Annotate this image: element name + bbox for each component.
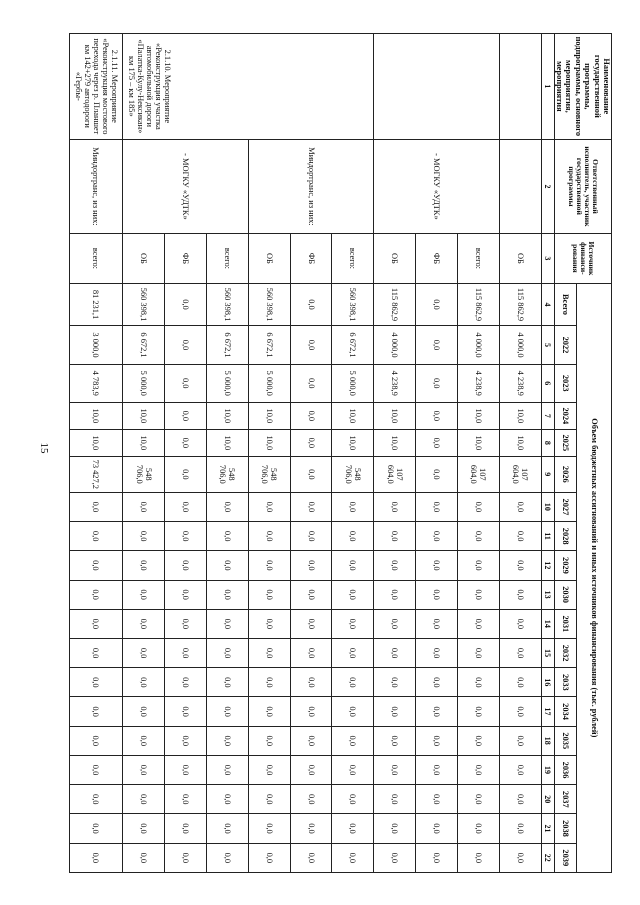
header-year: 2034	[554, 697, 577, 726]
year-value-cell: 548 706,0	[206, 456, 248, 492]
funding-source-cell: всего:	[206, 234, 248, 283]
year-value-cell: 10,0	[374, 429, 416, 456]
total-cell: 560 398,1	[332, 283, 374, 326]
year-value-cell: 0,0	[290, 522, 332, 551]
header-year: 2023	[554, 364, 577, 402]
year-value-cell: 0,0	[165, 814, 207, 843]
year-value-cell: 0,0	[290, 580, 332, 609]
header-year: 2024	[554, 402, 577, 429]
year-value-cell: 5 000,0	[206, 364, 248, 402]
year-value-cell: 0,0	[499, 492, 541, 521]
year-value-cell: 10,0	[374, 402, 416, 429]
year-value-cell: 10,0	[206, 429, 248, 456]
year-value-cell: 0,0	[332, 755, 374, 784]
year-value-cell: 0,0	[374, 785, 416, 814]
header-source: Источник финанси-рования	[554, 234, 611, 283]
column-index: 16	[541, 668, 554, 697]
year-value-cell: 4 238,9	[499, 364, 541, 402]
year-value-cell: 0,0	[499, 522, 541, 551]
total-cell: 0,0	[416, 283, 458, 326]
column-index: 2	[541, 139, 554, 233]
year-value-cell: 0,0	[290, 755, 332, 784]
year-value-cell: 10,0	[123, 429, 165, 456]
year-value-cell: 0,0	[165, 785, 207, 814]
year-value-cell: 0,0	[499, 668, 541, 697]
year-value-cell: 10,0	[123, 402, 165, 429]
year-value-cell: 10,0	[458, 429, 500, 456]
column-index: 15	[541, 638, 554, 667]
year-value-cell: 0,0	[69, 492, 123, 521]
column-index: 11	[541, 522, 554, 551]
year-value-cell: 6 672,1	[332, 326, 374, 364]
year-value-cell: 0,0	[458, 814, 500, 843]
year-value-cell: 0,0	[374, 814, 416, 843]
year-value-cell: 10,0	[499, 402, 541, 429]
year-value-cell: 0,0	[416, 697, 458, 726]
total-cell: 560 398,1	[123, 283, 165, 326]
header-year: 2028	[554, 522, 577, 551]
year-value-cell: 0,0	[416, 551, 458, 580]
year-value-cell: 6 672,1	[206, 326, 248, 364]
year-value-cell: 0,0	[458, 843, 500, 872]
year-value-cell: 0,0	[332, 638, 374, 667]
header-year: 2035	[554, 726, 577, 755]
year-value-cell: 0,0	[69, 668, 123, 697]
header-year: 2029	[554, 551, 577, 580]
year-value-cell: 0,0	[248, 726, 290, 755]
year-value-cell: 0,0	[290, 609, 332, 638]
year-value-cell: 0,0	[332, 551, 374, 580]
year-value-cell: 0,0	[165, 456, 207, 492]
total-cell: 81 231,1	[69, 283, 123, 326]
column-index: 18	[541, 726, 554, 755]
total-cell: 115 862,9	[374, 283, 416, 326]
year-value-cell: 0,0	[165, 429, 207, 456]
column-index: 14	[541, 609, 554, 638]
header-funding-group: Объем бюджетных ассигнований и иных источников финансирования (тыс. рублей)	[577, 283, 612, 872]
column-index: 6	[541, 364, 554, 402]
year-value-cell: 0,0	[458, 755, 500, 784]
year-value-cell: 0,0	[416, 492, 458, 521]
year-value-cell: 0,0	[332, 814, 374, 843]
year-value-cell: 0,0	[290, 668, 332, 697]
year-value-cell: 3 000,0	[69, 326, 123, 364]
year-value-cell: 0,0	[374, 668, 416, 697]
funding-table	[69, 33, 612, 873]
year-value-cell: 0,0	[69, 785, 123, 814]
year-value-cell: 4 000,0	[499, 326, 541, 364]
table-row	[69, 34, 123, 873]
total-cell: 115 862,9	[458, 283, 500, 326]
year-value-cell: 0,0	[374, 755, 416, 784]
executor-cell	[499, 139, 541, 233]
year-value-cell: 0,0	[248, 697, 290, 726]
column-index: 19	[541, 755, 554, 784]
year-value-cell: 0,0	[374, 609, 416, 638]
year-value-cell: 0,0	[374, 551, 416, 580]
year-value-cell: 0,0	[458, 726, 500, 755]
year-value-cell: 0,0	[416, 456, 458, 492]
year-value-cell: 0,0	[165, 843, 207, 872]
year-value-cell: 0,0	[416, 429, 458, 456]
column-index: 13	[541, 580, 554, 609]
year-value-cell: 0,0	[123, 697, 165, 726]
year-value-cell: 0,0	[374, 638, 416, 667]
year-value-cell: 0,0	[416, 364, 458, 402]
year-value-cell: 0,0	[416, 785, 458, 814]
year-value-cell: 0,0	[290, 402, 332, 429]
year-value-cell: 0,0	[416, 668, 458, 697]
column-index: 1	[541, 34, 554, 140]
header-year: 2027	[554, 492, 577, 521]
year-value-cell: 0,0	[69, 638, 123, 667]
year-value-cell: 0,0	[458, 697, 500, 726]
year-value-cell: 0,0	[206, 551, 248, 580]
name-cell	[374, 34, 500, 140]
column-index: 20	[541, 785, 554, 814]
funding-source-cell: ОБ	[374, 234, 416, 283]
year-value-cell: 0,0	[248, 755, 290, 784]
year-value-cell: 4 238,9	[374, 364, 416, 402]
year-value-cell: 0,0	[206, 843, 248, 872]
year-value-cell: 0,0	[416, 843, 458, 872]
column-index: 7	[541, 402, 554, 429]
year-value-cell: 0,0	[290, 364, 332, 402]
year-value-cell: 548 706,0	[332, 456, 374, 492]
column-index: 12	[541, 551, 554, 580]
year-value-cell: 4 783,9	[69, 364, 123, 402]
year-value-cell: 0,0	[374, 522, 416, 551]
year-value-cell: 5 000,0	[332, 364, 374, 402]
year-value-cell: 0,0	[248, 668, 290, 697]
year-value-cell: 0,0	[165, 697, 207, 726]
year-value-cell: 0,0	[416, 755, 458, 784]
page-number: 15	[38, 442, 50, 454]
header-year: 2032	[554, 638, 577, 667]
year-value-cell: 0,0	[165, 580, 207, 609]
year-value-cell: 0,0	[290, 492, 332, 521]
header-year: 2036	[554, 755, 577, 784]
year-value-cell: 0,0	[458, 492, 500, 521]
column-index: 8	[541, 429, 554, 456]
year-value-cell: 0,0	[69, 726, 123, 755]
year-value-cell: 0,0	[290, 785, 332, 814]
header-year: 2025	[554, 429, 577, 456]
header-year: 2038	[554, 814, 577, 843]
year-value-cell: 0,0	[206, 785, 248, 814]
year-value-cell: 0,0	[416, 522, 458, 551]
year-value-cell: 0,0	[206, 609, 248, 638]
year-value-cell: 0,0	[374, 697, 416, 726]
year-value-cell: 0,0	[69, 697, 123, 726]
year-value-cell: 107 604,0	[374, 456, 416, 492]
total-cell: 115 862,9	[499, 283, 541, 326]
year-value-cell: 0,0	[206, 492, 248, 521]
header-year: 2022	[554, 326, 577, 364]
year-value-cell: 0,0	[248, 551, 290, 580]
year-value-cell: 0,0	[416, 580, 458, 609]
table-row	[332, 34, 374, 873]
activity-name-cell: 2.1.11. Мероприятие «Реконструкция мостового перехода через р. Планшет км 142+279 автодороги «Гербы-	[69, 34, 123, 140]
year-value-cell: 0,0	[123, 522, 165, 551]
year-value-cell: 0,0	[69, 755, 123, 784]
year-value-cell: 107 604,0	[458, 456, 500, 492]
year-value-cell: 0,0	[165, 522, 207, 551]
year-value-cell: 0,0	[290, 326, 332, 364]
year-value-cell: 0,0	[248, 638, 290, 667]
year-value-cell: 0,0	[248, 785, 290, 814]
year-value-cell: 10,0	[69, 402, 123, 429]
column-index: 10	[541, 492, 554, 521]
year-value-cell: 6 672,1	[248, 326, 290, 364]
year-value-cell: 0,0	[206, 755, 248, 784]
year-value-cell: 0,0	[332, 697, 374, 726]
year-value-cell: 107 604,0	[499, 456, 541, 492]
year-value-cell: 0,0	[332, 785, 374, 814]
year-value-cell: 0,0	[374, 492, 416, 521]
year-value-cell: 548 706,0	[123, 456, 165, 492]
column-index: 3	[541, 234, 554, 283]
year-value-cell: 0,0	[69, 814, 123, 843]
year-value-cell: 0,0	[69, 522, 123, 551]
year-value-cell: 0,0	[123, 580, 165, 609]
header-executor: Ответственный исполнитель, участник государственной программы	[554, 139, 611, 233]
year-value-cell: 0,0	[290, 429, 332, 456]
year-value-cell: 0,0	[499, 814, 541, 843]
year-value-cell: 548 706,0	[248, 456, 290, 492]
year-value-cell: 0,0	[290, 697, 332, 726]
year-value-cell: 0,0	[290, 638, 332, 667]
year-value-cell: 10,0	[332, 429, 374, 456]
year-value-cell: 0,0	[123, 726, 165, 755]
header-year: 2026	[554, 456, 577, 492]
year-value-cell: 0,0	[458, 609, 500, 638]
executor-cell: - МОГКУ «УДТК»	[123, 139, 249, 233]
header-year: 2033	[554, 668, 577, 697]
year-value-cell: 0,0	[332, 580, 374, 609]
year-value-cell: 0,0	[416, 814, 458, 843]
year-value-cell: 0,0	[374, 843, 416, 872]
year-value-cell: 0,0	[499, 755, 541, 784]
executor-cell: Миндортранс, из них:	[248, 139, 374, 233]
year-value-cell: 0,0	[248, 522, 290, 551]
year-value-cell: 0,0	[123, 609, 165, 638]
year-value-cell: 0,0	[499, 638, 541, 667]
year-value-cell: 0,0	[248, 814, 290, 843]
year-value-cell: 0,0	[123, 843, 165, 872]
year-value-cell: 0,0	[458, 668, 500, 697]
funding-source-cell: всего:	[69, 234, 123, 283]
year-value-cell: 0,0	[458, 638, 500, 667]
year-value-cell: 0,0	[165, 726, 207, 755]
year-value-cell: 0,0	[123, 551, 165, 580]
column-index: 4	[541, 283, 554, 326]
year-value-cell: 73 427,2	[69, 456, 123, 492]
year-value-cell: 0,0	[248, 492, 290, 521]
year-value-cell: 4 238,9	[458, 364, 500, 402]
year-value-cell: 0,0	[206, 697, 248, 726]
rotated-table-container	[70, 33, 612, 873]
year-value-cell: 0,0	[248, 580, 290, 609]
year-value-cell: 0,0	[332, 726, 374, 755]
column-index: 17	[541, 697, 554, 726]
total-cell: 560 398,1	[248, 283, 290, 326]
year-value-cell: 5 000,0	[123, 364, 165, 402]
year-value-cell: 6 672,1	[123, 326, 165, 364]
table-row	[206, 34, 248, 873]
year-value-cell: 0,0	[499, 843, 541, 872]
total-cell: 560 398,1	[206, 283, 248, 326]
header-year: 2030	[554, 580, 577, 609]
year-value-cell: 0,0	[165, 609, 207, 638]
header-year: 2039	[554, 843, 577, 872]
table-row	[458, 34, 500, 873]
year-value-cell: 5 000,0	[248, 364, 290, 402]
year-value-cell: 0,0	[123, 755, 165, 784]
year-value-cell: 0,0	[416, 326, 458, 364]
name-cell	[499, 34, 541, 140]
funding-source-cell: ОБ	[123, 234, 165, 283]
year-value-cell: 0,0	[290, 843, 332, 872]
year-value-cell: 0,0	[290, 456, 332, 492]
funding-source-cell: ФБ	[165, 234, 207, 283]
year-value-cell: 0,0	[206, 668, 248, 697]
year-value-cell: 0,0	[499, 551, 541, 580]
year-value-cell: 0,0	[69, 843, 123, 872]
year-value-cell: 0,0	[416, 638, 458, 667]
year-value-cell: 10,0	[458, 402, 500, 429]
year-value-cell: 0,0	[206, 638, 248, 667]
header-year: 2031	[554, 609, 577, 638]
year-value-cell: 0,0	[248, 843, 290, 872]
year-value-cell: 10,0	[332, 402, 374, 429]
table-row	[499, 34, 541, 873]
year-value-cell: 0,0	[206, 580, 248, 609]
year-value-cell: 0,0	[69, 551, 123, 580]
funding-source-cell: ФБ	[290, 234, 332, 283]
year-value-cell: 0,0	[499, 697, 541, 726]
year-value-cell: 0,0	[499, 609, 541, 638]
year-value-cell: 0,0	[165, 492, 207, 521]
header-year: 2037	[554, 785, 577, 814]
year-value-cell: 0,0	[499, 785, 541, 814]
year-value-cell: 0,0	[290, 814, 332, 843]
year-value-cell: 0,0	[499, 726, 541, 755]
year-value-cell: 0,0	[69, 580, 123, 609]
funding-source-cell: всего:	[332, 234, 374, 283]
year-value-cell: 0,0	[416, 726, 458, 755]
year-value-cell: 0,0	[206, 726, 248, 755]
funding-source-cell: ОБ	[499, 234, 541, 283]
year-value-cell: 0,0	[123, 668, 165, 697]
year-value-cell: 0,0	[458, 785, 500, 814]
column-index: 21	[541, 814, 554, 843]
year-value-cell: 0,0	[165, 551, 207, 580]
year-value-cell: 0,0	[290, 551, 332, 580]
header-total: Всего	[554, 283, 577, 326]
year-value-cell: 0,0	[123, 814, 165, 843]
year-value-cell: 0,0	[416, 402, 458, 429]
year-value-cell: 0,0	[332, 843, 374, 872]
header-name: Наименование государственной программы, подпрограммы, основного мероприятия, мероприятия	[554, 34, 611, 140]
year-value-cell: 0,0	[332, 492, 374, 521]
year-value-cell: 0,0	[248, 609, 290, 638]
total-cell: 0,0	[165, 283, 207, 326]
year-value-cell: 0,0	[165, 402, 207, 429]
year-value-cell: 0,0	[165, 668, 207, 697]
column-index: 9	[541, 456, 554, 492]
column-index: 5	[541, 326, 554, 364]
year-value-cell: 0,0	[458, 522, 500, 551]
year-value-cell: 0,0	[332, 668, 374, 697]
year-value-cell: 0,0	[332, 522, 374, 551]
executor-cell: - МОГКУ «УДТК»	[374, 139, 500, 233]
year-value-cell: 10,0	[248, 402, 290, 429]
funding-source-cell: ОБ	[248, 234, 290, 283]
year-value-cell: 0,0	[123, 785, 165, 814]
year-value-cell: 10,0	[206, 402, 248, 429]
activity-name-cell: 2.1.10. Мероприятие «Реконструкция участка автомобильной дороги «Палатка-Кулу-Нексикан» км 175 – км 185»	[123, 34, 374, 140]
executor-cell: Миндортранс, из них:	[69, 139, 123, 233]
year-value-cell: 0,0	[499, 580, 541, 609]
year-value-cell: 10,0	[69, 429, 123, 456]
year-value-cell: 0,0	[165, 326, 207, 364]
funding-source-cell: ФБ	[416, 234, 458, 283]
year-value-cell: 4 000,0	[458, 326, 500, 364]
year-value-cell: 0,0	[374, 580, 416, 609]
year-value-cell: 0,0	[332, 609, 374, 638]
total-cell: 0,0	[290, 283, 332, 326]
year-value-cell: 0,0	[458, 551, 500, 580]
year-value-cell: 10,0	[499, 429, 541, 456]
funding-source-cell: всего:	[458, 234, 500, 283]
year-value-cell: 0,0	[374, 726, 416, 755]
year-value-cell: 0,0	[290, 726, 332, 755]
year-value-cell: 4 000,0	[374, 326, 416, 364]
year-value-cell: 0,0	[123, 638, 165, 667]
year-value-cell: 0,0	[69, 609, 123, 638]
year-value-cell: 0,0	[123, 492, 165, 521]
year-value-cell: 10,0	[248, 429, 290, 456]
year-value-cell: 0,0	[206, 814, 248, 843]
year-value-cell: 0,0	[165, 638, 207, 667]
year-value-cell: 0,0	[165, 755, 207, 784]
year-value-cell: 0,0	[458, 580, 500, 609]
year-value-cell: 0,0	[165, 364, 207, 402]
year-value-cell: 0,0	[206, 522, 248, 551]
column-index: 22	[541, 843, 554, 872]
year-value-cell: 0,0	[416, 609, 458, 638]
